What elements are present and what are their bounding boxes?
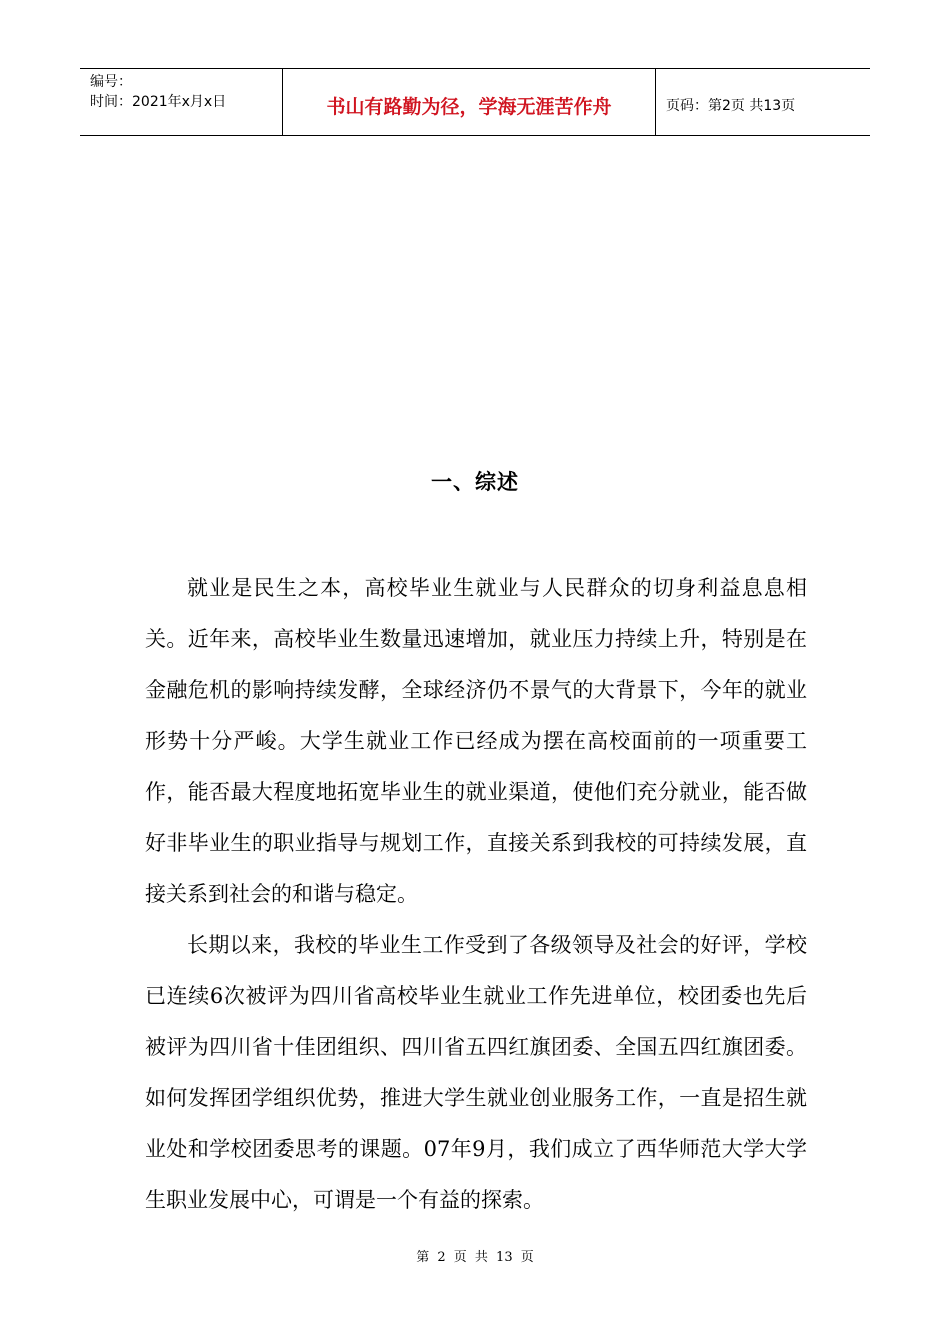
- body-text: [145, 563, 807, 1226]
- header-meta-cell: [80, 69, 282, 135]
- document-number-label: 编号：: [90, 74, 132, 90]
- page-header: [80, 68, 870, 136]
- header-page-cell: [656, 69, 870, 135]
- header-page-info: 页码：第2页 共13页: [666, 98, 796, 114]
- page-footer: 第 2 页 共 13 页: [416, 1250, 534, 1265]
- header-motto-cell: [282, 69, 656, 135]
- paragraph-1: 就业是民生之本，高校毕业生就业与人民群众的切身利益息息相关。近年来，高校毕业生数量迅速增加，就业压力持续上升，特别是在金融危机的影响持续发酵，全球经济仍不景气的大背景下，今年的就业形势十分严峻。大学生就业工作已经成为摆在高校面前的一项重要工作，能否最大程度地拓宽毕业生的就业渠道，使他们充分就业，能否做好非毕业生的职业指导与规划工作，直接关系到我校的可持续发展，直接关系到社会的和谐与稳定。: [145, 576, 807, 906]
- document-date: 时间：2021年x月x日: [90, 94, 227, 110]
- section-heading: 一、综述: [431, 469, 519, 494]
- header-motto: 书山有路勤为径，学海无涯苦作舟: [326, 95, 612, 118]
- paragraph-2: 长期以来，我校的毕业生工作受到了各级领导及社会的好评，学校已连续6次被评为四川省高校毕业生就业工作先进单位，校团委也先后被评为四川省十佳团组织、四川省五四红旗团委、全国五四红旗团委。如何发挥团学组织优势，推进大学生就业创业服务工作，一直是招生就业处和学校团委思考的课题。07年9月，我们成立了西华师范大学大学生职业发展中心，可谓是一个有益的探索。: [145, 933, 807, 1212]
